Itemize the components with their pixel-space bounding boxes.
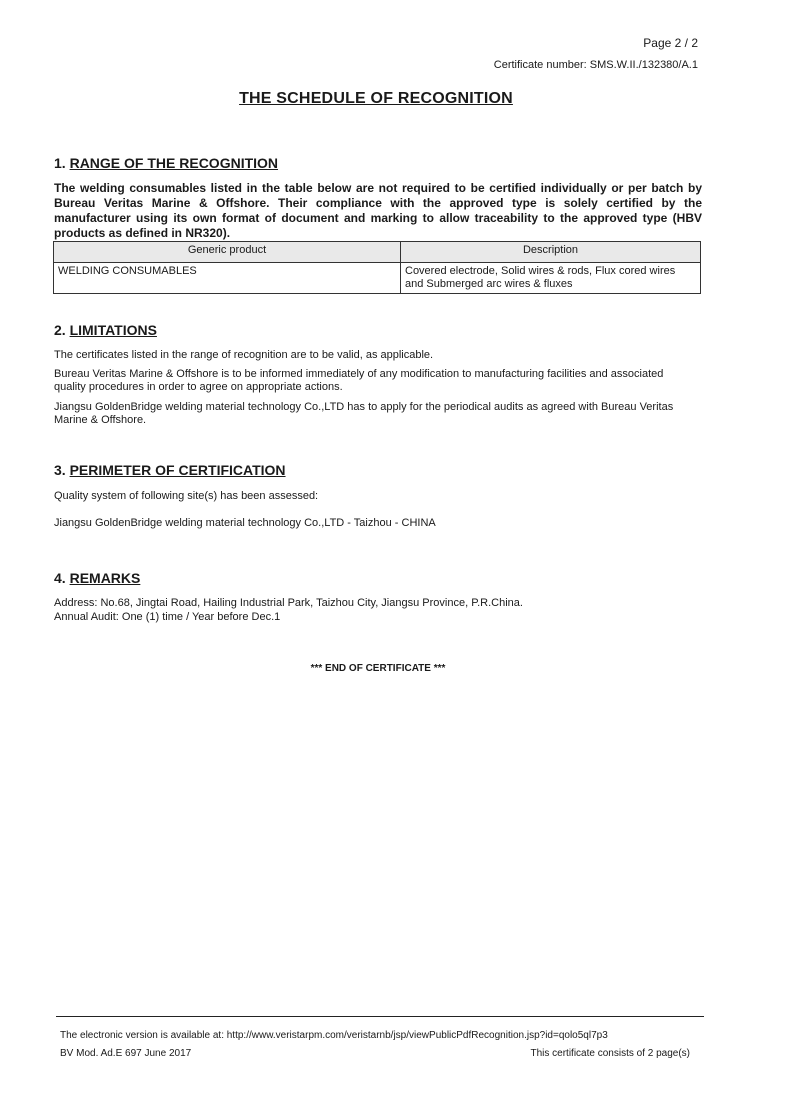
footer-divider	[56, 1016, 704, 1017]
limitations-paragraph: The certificates listed in the range of recognition are to be valid, as applicable.	[54, 349, 434, 361]
column-header-generic-product: Generic product	[54, 242, 401, 263]
section-title: PERIMETER OF CERTIFICATION	[69, 462, 286, 478]
page-count-note: This certificate consists of 2 page(s)	[530, 1048, 690, 1059]
perimeter-paragraph: Quality system of following site(s) has been assessed:	[54, 490, 319, 502]
section-number: 4.	[54, 570, 66, 586]
limitations-paragraph: Jiangsu GoldenBridge welding material technology Co.,LTD has to apply for the periodical audits as agreed with Bureau Veritas Marine & Offshore.	[54, 401, 674, 426]
end-of-certificate: *** END OF CERTIFICATE ***	[310, 663, 446, 674]
section-heading-remarks	[54, 570, 140, 586]
section-title: REMARKS	[69, 570, 141, 586]
table-cell-generic-product: WELDING CONSUMABLES	[54, 263, 401, 294]
range-intro-text: The welding consumables listed in the table below are not required to be certified individually or per batch by Bureau Veritas Marine & Offshore. Their compliance with the approved type is solely certified by the manufacturer using its own format of document and marking to allow traceability to the approved type (HBV products as defined in NR320).	[54, 181, 702, 240]
table-cell-description: Covered electrode, Solid wires & rods, Flux cored wires and Submerged arc wires & fluxes	[401, 263, 701, 294]
certificate-number: Certificate number: SMS.W.II./132380/A.1	[493, 59, 698, 71]
section-number: 3.	[54, 462, 66, 478]
remarks-address: Address: No.68, Jingtai Road, Hailing Industrial Park, Taizhou City, Jiangsu Province, P.R.China.	[54, 597, 523, 609]
electronic-version-note: The electronic version is available at: http://www.veristarpm.com/veristarnb/jsp/viewPublicPdfRecognition.jsp?id=qolo5ql7p3	[60, 1030, 608, 1041]
section-heading-perimeter	[54, 462, 286, 478]
section-number: 2.	[54, 322, 66, 338]
remarks-annual-audit: Annual Audit: One (1) time / Year before Dec.1	[54, 611, 281, 623]
table-header-row	[54, 242, 701, 263]
section-heading-range	[54, 155, 278, 171]
page-number: Page 2 / 2	[643, 36, 698, 50]
column-header-description: Description	[401, 242, 701, 263]
section-title: LIMITATIONS	[69, 322, 157, 338]
section-number: 1.	[54, 155, 66, 171]
document-title: THE SCHEDULE OF RECOGNITION	[239, 90, 513, 107]
section-title: RANGE OF THE RECOGNITION	[69, 155, 279, 171]
form-reference: BV Mod. Ad.E 697 June 2017	[60, 1048, 192, 1059]
table-row	[54, 263, 701, 294]
recognition-table	[53, 241, 701, 294]
section-heading-limitations	[54, 322, 157, 338]
limitations-paragraph: Bureau Veritas Marine & Offshore is to be informed immediately of any modification to manufacturing facilities and associated quality procedures in order to agree on appropriate actions.	[54, 368, 664, 393]
assessed-site: Jiangsu GoldenBridge welding material technology Co.,LTD - Taizhou - CHINA	[54, 517, 436, 529]
